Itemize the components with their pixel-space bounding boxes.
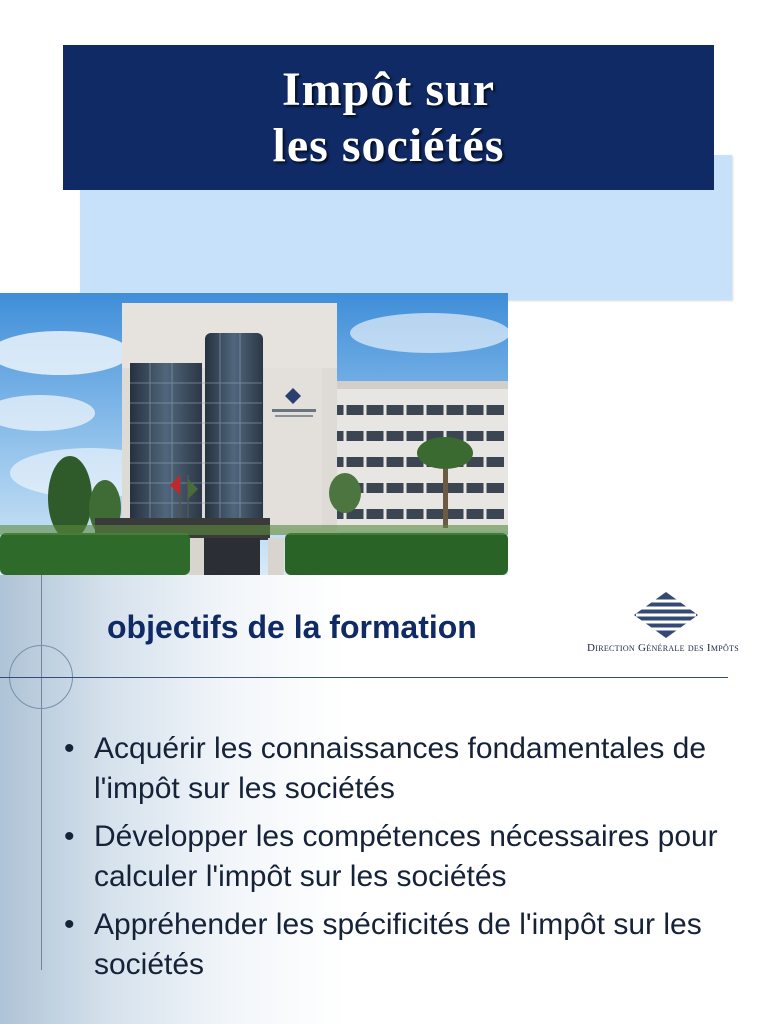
dgi-logo-text: Direction Générale des Impôts bbox=[587, 642, 740, 654]
building-photo bbox=[0, 293, 508, 575]
list-item bbox=[62, 905, 742, 985]
section-heading: objectifs de la formation bbox=[107, 609, 477, 645]
list-item-text: Développer les compétences nécessaires pour calculer l'impôt sur les sociétés bbox=[94, 820, 718, 893]
title-line-2: les sociétés bbox=[272, 118, 505, 172]
bullet-dot: • bbox=[64, 820, 75, 853]
title-box bbox=[63, 45, 714, 190]
bullet-dot: • bbox=[64, 908, 75, 941]
list-item-text: Acquérir les connaissances fondamentales de l'impôt sur les sociétés bbox=[94, 732, 707, 805]
heading-divider-line bbox=[0, 677, 728, 678]
list-item bbox=[62, 729, 742, 809]
objectives-list bbox=[62, 729, 742, 993]
title-line-1: Impôt sur bbox=[281, 62, 496, 116]
bullet-dot: • bbox=[64, 732, 75, 765]
dgi-diamond-icon bbox=[586, 590, 746, 640]
list-item-text: Appréhender les spécificités de l'impôt sur les sociétés bbox=[94, 908, 702, 981]
crosshair-vertical-line bbox=[41, 575, 42, 970]
list-item bbox=[62, 817, 742, 897]
